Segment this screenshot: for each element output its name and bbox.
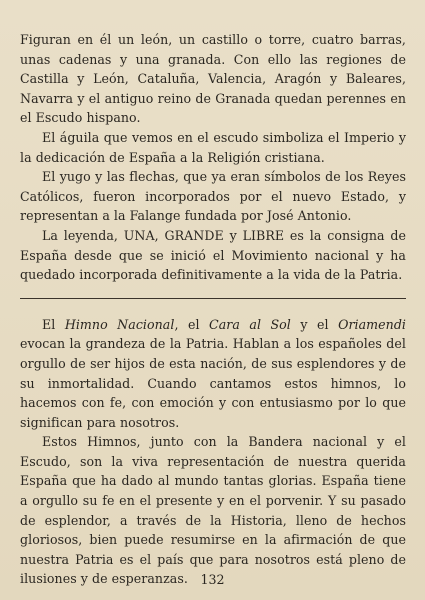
title-cara-al-sol: Cara al Sol <box>209 316 291 332</box>
title-himno-nacional: Himno Nacional <box>64 316 175 332</box>
paragraph-leyenda: La leyenda, UNA, GRANDE y LIBRE es la consigna de España desde que se inició el Movimiento nacional y ha quedado incorporada definitivamente a la vida de la Patria. <box>20 227 406 283</box>
paragraph-aguila: El águila que vemos en el escudo simboliza el Imperio y la dedicación de España a la Religión cristiana. <box>20 129 406 165</box>
text-fragment: , el <box>174 316 210 332</box>
text-fragment: El <box>42 316 65 332</box>
section-divider <box>20 298 406 299</box>
paragraph-bandera-escudo: Estos Himnos, junto con la Bandera nacional y el Escudo, son la viva representación de nuestra querida España que ha dado al mundo tantas glorias. España tiene a orgullo su fe en el presente y en el porvenir. Y su pasado de esplendor, a través de la Historia, lleno de hechos gloriosos, bien puede resumirse en la afirmación de que nuestra Patria es el país que para nosotros está pleno de ilusiones y de esperanzas. <box>20 434 406 587</box>
title-oriamendi: Oriamendi <box>338 316 407 332</box>
paragraph-yugo-flechas: El yugo y las flechas, que ya eran símbolos de los Reyes Católicos, fueron incorporados por el nuevo Estado, y representan a la Falange fundada por José Antonio. <box>20 169 406 224</box>
text-fragment: y el <box>290 316 339 332</box>
page-number: 132 <box>200 572 225 587</box>
text-fragment: evocan la grandeza de la Patria. Hablan a los españoles del orgullo de ser hijos de esta nación, de sus esplendores y de su inmortalidad. Cuando cantamos estos himnos, lo hacemos con fe, con emoción y con entusiasmo por lo que significan para nosotros. <box>20 336 406 430</box>
body-text <box>20 30 406 589</box>
paragraph-himnos <box>20 315 406 433</box>
paragraph-escudo-regiones: Figuran en él un león, un castillo o torre, cuatro barras, unas cadenas y una granada. Con ello las regiones de Castilla y León, Cataluña, Valencia, Aragón y Baleares, Navarra y el antiguo reino de Granada quedan perennes en el Escudo hispano. <box>20 32 406 126</box>
